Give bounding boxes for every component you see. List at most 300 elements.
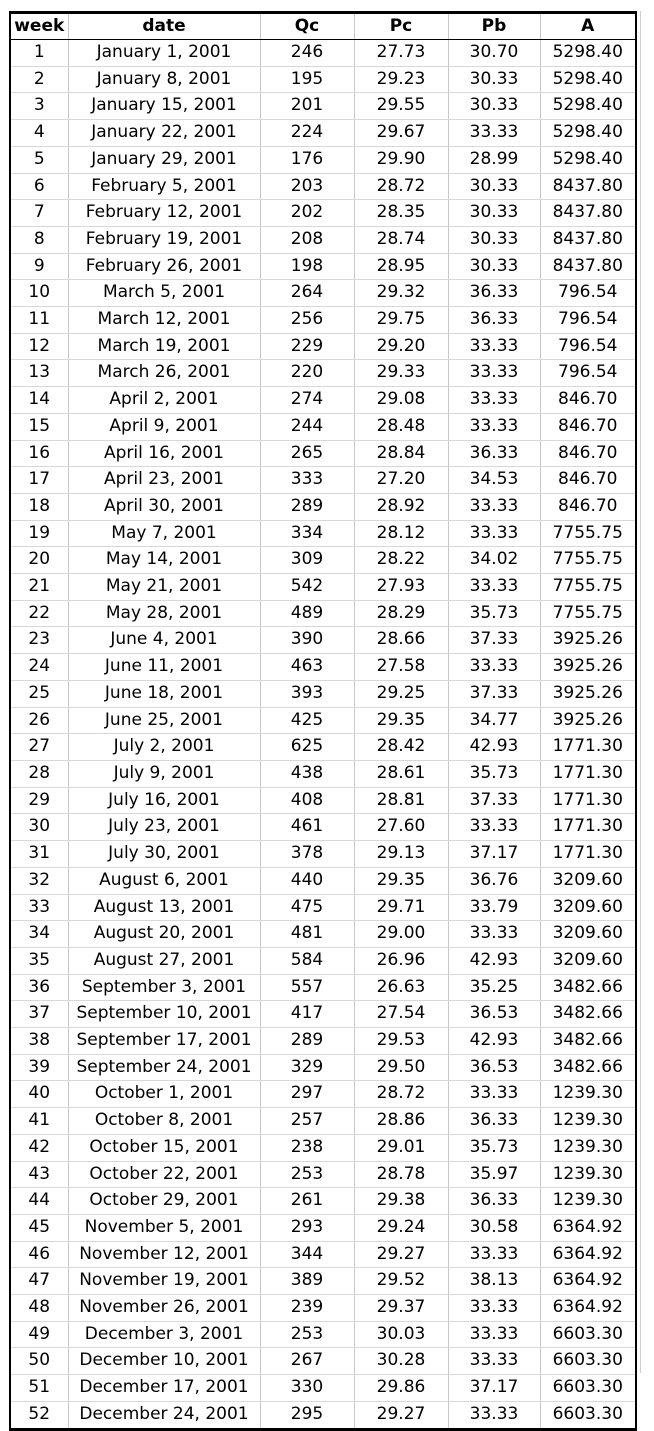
cell-week[interactable]: 13 xyxy=(10,360,68,387)
cell-week[interactable]: 36 xyxy=(10,974,68,1001)
cell-a[interactable]: 3482.66 xyxy=(540,1054,636,1081)
cell-qc[interactable]: 329 xyxy=(260,1054,354,1081)
cell-qc[interactable]: 489 xyxy=(260,600,354,627)
cell-qc[interactable]: 229 xyxy=(260,333,354,360)
cell-week[interactable]: 46 xyxy=(10,1241,68,1268)
cell-date[interactable]: December 10, 2001 xyxy=(68,1348,260,1375)
cell-pb[interactable]: 33.79 xyxy=(448,894,540,921)
cell-a[interactable]: 5298.40 xyxy=(540,146,636,173)
cell-date[interactable]: April 9, 2001 xyxy=(68,413,260,440)
cell-pb[interactable]: 37.17 xyxy=(448,841,540,868)
cell-pc[interactable]: 29.08 xyxy=(354,387,448,414)
cell-date[interactable]: September 3, 2001 xyxy=(68,974,260,1001)
cell-a[interactable]: 6364.92 xyxy=(540,1295,636,1322)
cell-date[interactable]: September 10, 2001 xyxy=(68,1001,260,1028)
cell-date[interactable]: August 20, 2001 xyxy=(68,921,260,948)
cell-pb[interactable]: 33.33 xyxy=(448,921,540,948)
cell-a[interactable]: 3482.66 xyxy=(540,1028,636,1055)
cell-week[interactable]: 38 xyxy=(10,1028,68,1055)
cell-a[interactable]: 6364.92 xyxy=(540,1268,636,1295)
cell-pc[interactable]: 29.53 xyxy=(354,1028,448,1055)
cell-pb[interactable]: 33.33 xyxy=(448,333,540,360)
cell-qc[interactable]: 256 xyxy=(260,307,354,334)
cell-pc[interactable]: 28.72 xyxy=(354,173,448,200)
cell-qc[interactable]: 195 xyxy=(260,66,354,93)
cell-pc[interactable]: 28.86 xyxy=(354,1108,448,1135)
cell-week[interactable]: 3 xyxy=(10,93,68,120)
cell-a[interactable]: 1239.30 xyxy=(540,1108,636,1135)
cell-pb[interactable]: 37.33 xyxy=(448,787,540,814)
cell-date[interactable]: July 2, 2001 xyxy=(68,734,260,761)
cell-a[interactable]: 8437.80 xyxy=(540,226,636,253)
cell-date[interactable]: July 9, 2001 xyxy=(68,760,260,787)
cell-week[interactable]: 1 xyxy=(10,40,68,67)
cell-a[interactable]: 1239.30 xyxy=(540,1081,636,1108)
cell-pc[interactable]: 28.22 xyxy=(354,547,448,574)
cell-week[interactable]: 15 xyxy=(10,413,68,440)
cell-pc[interactable]: 28.12 xyxy=(354,520,448,547)
cell-a[interactable]: 1771.30 xyxy=(540,841,636,868)
cell-qc[interactable]: 625 xyxy=(260,734,354,761)
cell-date[interactable]: June 18, 2001 xyxy=(68,680,260,707)
cell-pb[interactable]: 36.33 xyxy=(448,440,540,467)
cell-date[interactable]: October 1, 2001 xyxy=(68,1081,260,1108)
cell-pc[interactable]: 27.73 xyxy=(354,40,448,67)
cell-a[interactable]: 846.70 xyxy=(540,467,636,494)
cell-a[interactable]: 3925.26 xyxy=(540,627,636,654)
cell-pc[interactable]: 29.25 xyxy=(354,680,448,707)
cell-date[interactable]: June 11, 2001 xyxy=(68,654,260,681)
cell-pb[interactable]: 36.53 xyxy=(448,1001,540,1028)
cell-pb[interactable]: 33.33 xyxy=(448,1081,540,1108)
cell-pc[interactable]: 29.27 xyxy=(354,1241,448,1268)
cell-qc[interactable]: 208 xyxy=(260,226,354,253)
cell-date[interactable]: November 5, 2001 xyxy=(68,1214,260,1241)
cell-pb[interactable]: 30.58 xyxy=(448,1214,540,1241)
cell-pb[interactable]: 33.33 xyxy=(448,120,540,147)
cell-a[interactable]: 6603.30 xyxy=(540,1348,636,1375)
cell-qc[interactable]: 253 xyxy=(260,1161,354,1188)
cell-a[interactable]: 1239.30 xyxy=(540,1161,636,1188)
cell-pc[interactable]: 29.01 xyxy=(354,1134,448,1161)
cell-pb[interactable]: 33.33 xyxy=(448,520,540,547)
cell-a[interactable]: 796.54 xyxy=(540,280,636,307)
cell-week[interactable]: 4 xyxy=(10,120,68,147)
cell-a[interactable]: 796.54 xyxy=(540,307,636,334)
cell-pb[interactable]: 33.33 xyxy=(448,1295,540,1322)
cell-a[interactable]: 846.70 xyxy=(540,387,636,414)
cell-date[interactable]: October 15, 2001 xyxy=(68,1134,260,1161)
cell-pb[interactable]: 37.33 xyxy=(448,627,540,654)
cell-qc[interactable]: 289 xyxy=(260,1028,354,1055)
header-pb[interactable]: Pb xyxy=(448,13,540,40)
cell-week[interactable]: 40 xyxy=(10,1081,68,1108)
cell-week[interactable]: 5 xyxy=(10,146,68,173)
cell-qc[interactable]: 244 xyxy=(260,413,354,440)
cell-pc[interactable]: 28.74 xyxy=(354,226,448,253)
cell-date[interactable]: October 29, 2001 xyxy=(68,1188,260,1215)
cell-a[interactable]: 6603.30 xyxy=(540,1321,636,1348)
cell-a[interactable]: 7755.75 xyxy=(540,520,636,547)
cell-pc[interactable]: 29.13 xyxy=(354,841,448,868)
cell-a[interactable]: 8437.80 xyxy=(540,173,636,200)
cell-pb[interactable]: 30.33 xyxy=(448,173,540,200)
cell-a[interactable]: 796.54 xyxy=(540,333,636,360)
cell-date[interactable]: January 15, 2001 xyxy=(68,93,260,120)
cell-date[interactable]: March 26, 2001 xyxy=(68,360,260,387)
cell-date[interactable]: November 19, 2001 xyxy=(68,1268,260,1295)
cell-qc[interactable]: 246 xyxy=(260,40,354,67)
cell-pc[interactable]: 27.20 xyxy=(354,467,448,494)
cell-date[interactable]: June 4, 2001 xyxy=(68,627,260,654)
cell-date[interactable]: January 1, 2001 xyxy=(68,40,260,67)
cell-week[interactable]: 43 xyxy=(10,1161,68,1188)
cell-week[interactable]: 9 xyxy=(10,253,68,280)
cell-a[interactable]: 1239.30 xyxy=(540,1134,636,1161)
cell-week[interactable]: 44 xyxy=(10,1188,68,1215)
cell-pc[interactable]: 28.35 xyxy=(354,200,448,227)
cell-pb[interactable]: 30.33 xyxy=(448,93,540,120)
cell-qc[interactable]: 176 xyxy=(260,146,354,173)
cell-week[interactable]: 7 xyxy=(10,200,68,227)
cell-a[interactable]: 8437.80 xyxy=(540,200,636,227)
cell-pc[interactable]: 28.66 xyxy=(354,627,448,654)
cell-pb[interactable]: 35.73 xyxy=(448,600,540,627)
cell-pc[interactable]: 29.55 xyxy=(354,93,448,120)
cell-qc[interactable]: 265 xyxy=(260,440,354,467)
cell-pc[interactable]: 28.78 xyxy=(354,1161,448,1188)
cell-date[interactable]: July 16, 2001 xyxy=(68,787,260,814)
cell-a[interactable]: 1771.30 xyxy=(540,760,636,787)
cell-a[interactable]: 3482.66 xyxy=(540,974,636,1001)
header-qc[interactable]: Qc xyxy=(260,13,354,40)
cell-a[interactable]: 846.70 xyxy=(540,493,636,520)
cell-date[interactable]: April 16, 2001 xyxy=(68,440,260,467)
cell-date[interactable]: November 26, 2001 xyxy=(68,1295,260,1322)
cell-date[interactable]: October 22, 2001 xyxy=(68,1161,260,1188)
cell-pb[interactable]: 36.33 xyxy=(448,1188,540,1215)
cell-week[interactable]: 30 xyxy=(10,814,68,841)
cell-week[interactable]: 2 xyxy=(10,66,68,93)
cell-pb[interactable]: 30.33 xyxy=(448,200,540,227)
cell-qc[interactable]: 481 xyxy=(260,921,354,948)
cell-a[interactable]: 3482.66 xyxy=(540,1001,636,1028)
cell-qc[interactable]: 264 xyxy=(260,280,354,307)
cell-qc[interactable]: 295 xyxy=(260,1401,354,1429)
cell-week[interactable]: 31 xyxy=(10,841,68,868)
cell-pb[interactable]: 35.73 xyxy=(448,1134,540,1161)
cell-qc[interactable]: 297 xyxy=(260,1081,354,1108)
cell-pb[interactable]: 33.33 xyxy=(448,574,540,601)
cell-qc[interactable]: 389 xyxy=(260,1268,354,1295)
cell-pc[interactable]: 29.52 xyxy=(354,1268,448,1295)
cell-week[interactable]: 11 xyxy=(10,307,68,334)
cell-pb[interactable]: 33.33 xyxy=(448,360,540,387)
cell-week[interactable]: 14 xyxy=(10,387,68,414)
cell-qc[interactable]: 542 xyxy=(260,574,354,601)
cell-a[interactable]: 5298.40 xyxy=(540,66,636,93)
cell-date[interactable]: February 19, 2001 xyxy=(68,226,260,253)
cell-a[interactable]: 1771.30 xyxy=(540,787,636,814)
cell-qc[interactable]: 333 xyxy=(260,467,354,494)
cell-pc[interactable]: 28.48 xyxy=(354,413,448,440)
cell-pc[interactable]: 27.93 xyxy=(354,574,448,601)
cell-date[interactable]: November 12, 2001 xyxy=(68,1241,260,1268)
cell-qc[interactable]: 557 xyxy=(260,974,354,1001)
cell-a[interactable]: 3209.60 xyxy=(540,894,636,921)
cell-qc[interactable]: 425 xyxy=(260,707,354,734)
cell-week[interactable]: 33 xyxy=(10,894,68,921)
header-pc[interactable]: Pc xyxy=(354,13,448,40)
cell-date[interactable]: December 3, 2001 xyxy=(68,1321,260,1348)
cell-date[interactable]: July 23, 2001 xyxy=(68,814,260,841)
cell-qc[interactable]: 393 xyxy=(260,680,354,707)
cell-a[interactable]: 7755.75 xyxy=(540,574,636,601)
cell-qc[interactable]: 220 xyxy=(260,360,354,387)
cell-qc[interactable]: 257 xyxy=(260,1108,354,1135)
cell-week[interactable]: 51 xyxy=(10,1375,68,1402)
cell-date[interactable]: March 5, 2001 xyxy=(68,280,260,307)
cell-pb[interactable]: 37.17 xyxy=(448,1375,540,1402)
cell-pc[interactable]: 28.72 xyxy=(354,1081,448,1108)
cell-date[interactable]: September 24, 2001 xyxy=(68,1054,260,1081)
cell-a[interactable]: 3209.60 xyxy=(540,921,636,948)
cell-pb[interactable]: 30.70 xyxy=(448,40,540,67)
cell-week[interactable]: 42 xyxy=(10,1134,68,1161)
cell-pc[interactable]: 29.38 xyxy=(354,1188,448,1215)
cell-week[interactable]: 47 xyxy=(10,1268,68,1295)
cell-date[interactable]: May 28, 2001 xyxy=(68,600,260,627)
cell-qc[interactable]: 584 xyxy=(260,947,354,974)
cell-pb[interactable]: 42.93 xyxy=(448,947,540,974)
cell-a[interactable]: 6603.30 xyxy=(540,1401,636,1429)
cell-date[interactable]: April 23, 2001 xyxy=(68,467,260,494)
cell-pc[interactable]: 29.00 xyxy=(354,921,448,948)
cell-a[interactable]: 846.70 xyxy=(540,440,636,467)
cell-pb[interactable]: 36.33 xyxy=(448,280,540,307)
cell-a[interactable]: 796.54 xyxy=(540,360,636,387)
cell-pb[interactable]: 33.33 xyxy=(448,1401,540,1429)
cell-pc[interactable]: 29.27 xyxy=(354,1401,448,1429)
cell-pb[interactable]: 35.97 xyxy=(448,1161,540,1188)
cell-date[interactable]: December 24, 2001 xyxy=(68,1401,260,1429)
cell-date[interactable]: May 14, 2001 xyxy=(68,547,260,574)
cell-qc[interactable]: 202 xyxy=(260,200,354,227)
cell-qc[interactable]: 289 xyxy=(260,493,354,520)
cell-date[interactable]: August 13, 2001 xyxy=(68,894,260,921)
cell-pc[interactable]: 29.71 xyxy=(354,894,448,921)
cell-qc[interactable]: 463 xyxy=(260,654,354,681)
cell-qc[interactable]: 309 xyxy=(260,547,354,574)
cell-pc[interactable]: 29.35 xyxy=(354,707,448,734)
cell-week[interactable]: 32 xyxy=(10,867,68,894)
cell-date[interactable]: June 25, 2001 xyxy=(68,707,260,734)
cell-a[interactable]: 7755.75 xyxy=(540,600,636,627)
cell-date[interactable]: March 12, 2001 xyxy=(68,307,260,334)
cell-pc[interactable]: 28.81 xyxy=(354,787,448,814)
cell-pc[interactable]: 30.03 xyxy=(354,1321,448,1348)
cell-a[interactable]: 5298.40 xyxy=(540,93,636,120)
cell-pb[interactable]: 34.02 xyxy=(448,547,540,574)
cell-week[interactable]: 37 xyxy=(10,1001,68,1028)
cell-week[interactable]: 16 xyxy=(10,440,68,467)
cell-qc[interactable]: 408 xyxy=(260,787,354,814)
cell-pc[interactable]: 29.24 xyxy=(354,1214,448,1241)
cell-pb[interactable]: 35.25 xyxy=(448,974,540,1001)
cell-pc[interactable]: 28.92 xyxy=(354,493,448,520)
cell-date[interactable]: October 8, 2001 xyxy=(68,1108,260,1135)
cell-pc[interactable]: 28.95 xyxy=(354,253,448,280)
cell-qc[interactable]: 253 xyxy=(260,1321,354,1348)
cell-pb[interactable]: 33.33 xyxy=(448,654,540,681)
cell-date[interactable]: May 21, 2001 xyxy=(68,574,260,601)
cell-week[interactable]: 23 xyxy=(10,627,68,654)
cell-date[interactable]: April 2, 2001 xyxy=(68,387,260,414)
cell-pb[interactable]: 42.93 xyxy=(448,1028,540,1055)
cell-date[interactable]: February 5, 2001 xyxy=(68,173,260,200)
cell-a[interactable]: 5298.40 xyxy=(540,40,636,67)
cell-week[interactable]: 12 xyxy=(10,333,68,360)
cell-pc[interactable]: 27.54 xyxy=(354,1001,448,1028)
cell-pb[interactable]: 33.33 xyxy=(448,413,540,440)
cell-qc[interactable]: 224 xyxy=(260,120,354,147)
cell-a[interactable]: 1771.30 xyxy=(540,734,636,761)
cell-week[interactable]: 50 xyxy=(10,1348,68,1375)
cell-qc[interactable]: 334 xyxy=(260,520,354,547)
cell-pc[interactable]: 29.35 xyxy=(354,867,448,894)
cell-a[interactable]: 6364.92 xyxy=(540,1214,636,1241)
cell-a[interactable]: 1771.30 xyxy=(540,814,636,841)
cell-date[interactable]: August 6, 2001 xyxy=(68,867,260,894)
cell-qc[interactable]: 274 xyxy=(260,387,354,414)
cell-qc[interactable]: 378 xyxy=(260,841,354,868)
cell-qc[interactable]: 417 xyxy=(260,1001,354,1028)
cell-pc[interactable]: 29.90 xyxy=(354,146,448,173)
cell-a[interactable]: 1239.30 xyxy=(540,1188,636,1215)
cell-qc[interactable]: 344 xyxy=(260,1241,354,1268)
cell-date[interactable]: February 12, 2001 xyxy=(68,200,260,227)
cell-a[interactable]: 3209.60 xyxy=(540,867,636,894)
cell-week[interactable]: 19 xyxy=(10,520,68,547)
cell-a[interactable]: 7755.75 xyxy=(540,547,636,574)
cell-week[interactable]: 27 xyxy=(10,734,68,761)
cell-week[interactable]: 41 xyxy=(10,1108,68,1135)
cell-week[interactable]: 25 xyxy=(10,680,68,707)
cell-pb[interactable]: 42.93 xyxy=(448,734,540,761)
cell-a[interactable]: 3925.26 xyxy=(540,707,636,734)
cell-week[interactable]: 34 xyxy=(10,921,68,948)
cell-qc[interactable]: 239 xyxy=(260,1295,354,1322)
cell-pc[interactable]: 30.28 xyxy=(354,1348,448,1375)
cell-week[interactable]: 26 xyxy=(10,707,68,734)
cell-week[interactable]: 18 xyxy=(10,493,68,520)
cell-week[interactable]: 49 xyxy=(10,1321,68,1348)
cell-qc[interactable]: 201 xyxy=(260,93,354,120)
cell-week[interactable]: 24 xyxy=(10,654,68,681)
cell-pc[interactable]: 27.60 xyxy=(354,814,448,841)
cell-date[interactable]: August 27, 2001 xyxy=(68,947,260,974)
header-a[interactable]: A xyxy=(540,13,636,40)
cell-a[interactable]: 6364.92 xyxy=(540,1241,636,1268)
cell-pc[interactable]: 26.96 xyxy=(354,947,448,974)
cell-date[interactable]: January 29, 2001 xyxy=(68,146,260,173)
cell-qc[interactable]: 438 xyxy=(260,760,354,787)
cell-pc[interactable]: 28.61 xyxy=(354,760,448,787)
cell-pb[interactable]: 34.53 xyxy=(448,467,540,494)
cell-qc[interactable]: 198 xyxy=(260,253,354,280)
cell-pc[interactable]: 29.23 xyxy=(354,66,448,93)
cell-pb[interactable]: 30.33 xyxy=(448,226,540,253)
cell-pb[interactable]: 33.33 xyxy=(448,1241,540,1268)
cell-a[interactable]: 6603.30 xyxy=(540,1375,636,1402)
cell-qc[interactable]: 293 xyxy=(260,1214,354,1241)
cell-pb[interactable]: 38.13 xyxy=(448,1268,540,1295)
cell-pb[interactable]: 33.33 xyxy=(448,493,540,520)
cell-date[interactable]: May 7, 2001 xyxy=(68,520,260,547)
cell-pc[interactable]: 28.42 xyxy=(354,734,448,761)
cell-pb[interactable]: 37.33 xyxy=(448,680,540,707)
cell-pb[interactable]: 35.73 xyxy=(448,760,540,787)
cell-week[interactable]: 8 xyxy=(10,226,68,253)
cell-a[interactable]: 5298.40 xyxy=(540,120,636,147)
cell-qc[interactable]: 267 xyxy=(260,1348,354,1375)
cell-week[interactable]: 6 xyxy=(10,173,68,200)
cell-pc[interactable]: 29.20 xyxy=(354,333,448,360)
cell-pb[interactable]: 36.76 xyxy=(448,867,540,894)
cell-week[interactable]: 39 xyxy=(10,1054,68,1081)
cell-qc[interactable]: 261 xyxy=(260,1188,354,1215)
cell-date[interactable]: September 17, 2001 xyxy=(68,1028,260,1055)
cell-pb[interactable]: 33.33 xyxy=(448,814,540,841)
cell-pb[interactable]: 28.99 xyxy=(448,146,540,173)
cell-week[interactable]: 21 xyxy=(10,574,68,601)
cell-a[interactable]: 846.70 xyxy=(540,413,636,440)
cell-qc[interactable]: 330 xyxy=(260,1375,354,1402)
cell-week[interactable]: 22 xyxy=(10,600,68,627)
cell-qc[interactable]: 203 xyxy=(260,173,354,200)
cell-week[interactable]: 48 xyxy=(10,1295,68,1322)
cell-pc[interactable]: 26.63 xyxy=(354,974,448,1001)
cell-qc[interactable]: 461 xyxy=(260,814,354,841)
cell-date[interactable]: January 8, 2001 xyxy=(68,66,260,93)
cell-week[interactable]: 10 xyxy=(10,280,68,307)
cell-pc[interactable]: 29.33 xyxy=(354,360,448,387)
cell-pc[interactable]: 28.84 xyxy=(354,440,448,467)
cell-pb[interactable]: 36.33 xyxy=(448,307,540,334)
cell-qc[interactable]: 440 xyxy=(260,867,354,894)
cell-week[interactable]: 20 xyxy=(10,547,68,574)
cell-date[interactable]: April 30, 2001 xyxy=(68,493,260,520)
cell-pc[interactable]: 29.32 xyxy=(354,280,448,307)
cell-week[interactable]: 29 xyxy=(10,787,68,814)
cell-pc[interactable]: 29.67 xyxy=(354,120,448,147)
cell-pb[interactable]: 33.33 xyxy=(448,1348,540,1375)
cell-a[interactable]: 3925.26 xyxy=(540,680,636,707)
cell-pc[interactable]: 28.29 xyxy=(354,600,448,627)
cell-week[interactable]: 35 xyxy=(10,947,68,974)
cell-a[interactable]: 3209.60 xyxy=(540,947,636,974)
cell-week[interactable]: 28 xyxy=(10,760,68,787)
cell-pb[interactable]: 36.33 xyxy=(448,1108,540,1135)
cell-pb[interactable]: 30.33 xyxy=(448,253,540,280)
cell-pc[interactable]: 29.50 xyxy=(354,1054,448,1081)
cell-week[interactable]: 17 xyxy=(10,467,68,494)
cell-date[interactable]: January 22, 2001 xyxy=(68,120,260,147)
cell-date[interactable]: July 30, 2001 xyxy=(68,841,260,868)
cell-qc[interactable]: 238 xyxy=(260,1134,354,1161)
header-date[interactable]: date xyxy=(68,13,260,40)
cell-pb[interactable]: 34.77 xyxy=(448,707,540,734)
